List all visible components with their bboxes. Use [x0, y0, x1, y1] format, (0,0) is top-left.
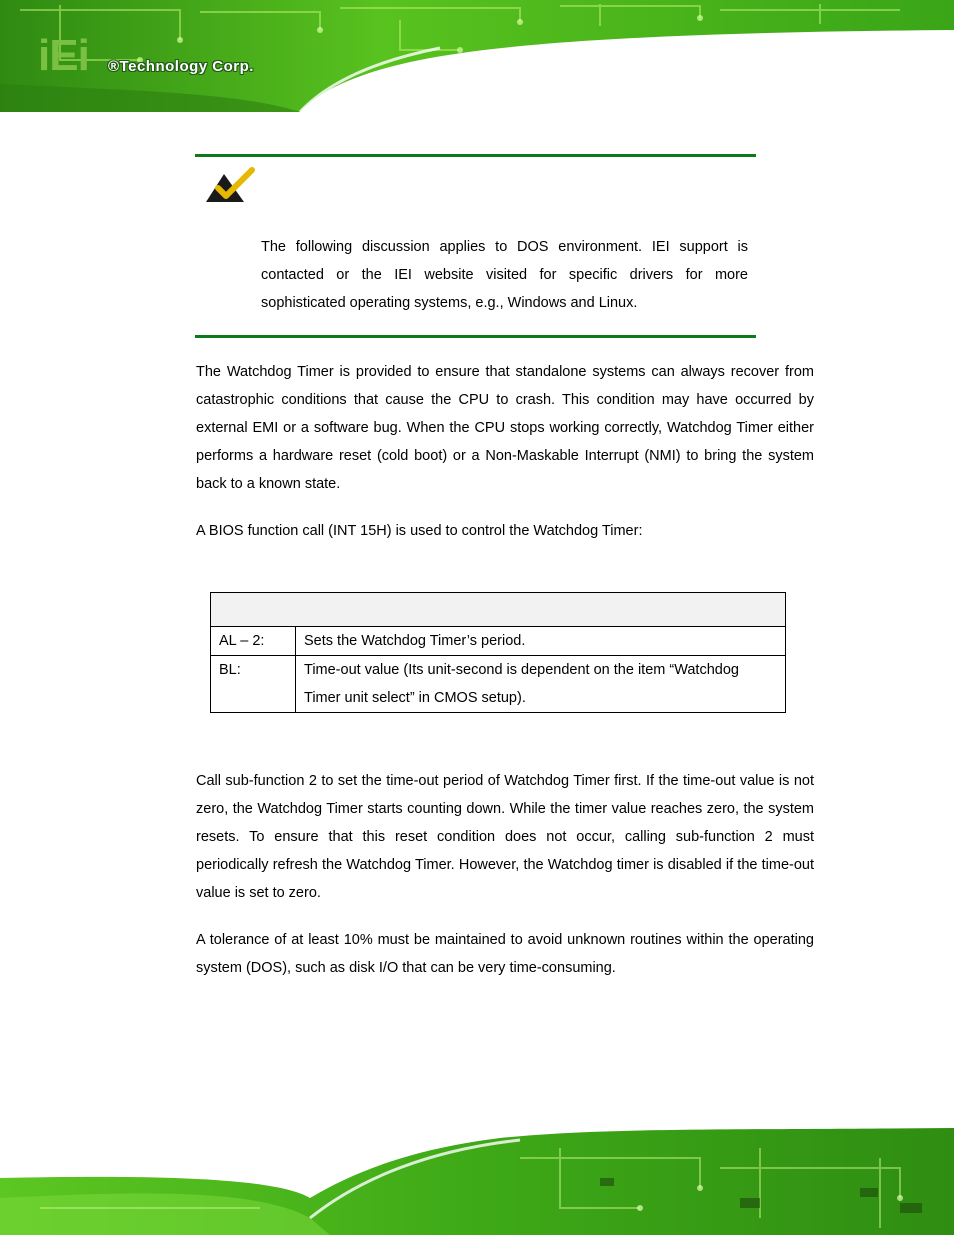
bios-call-paragraph: A BIOS function call (INT 15H) is used to control the Watchdog Timer: — [196, 523, 643, 539]
description-cell: Sets the Watchdog Timer’s period. — [296, 627, 786, 656]
logo-mark: iEi — [38, 31, 89, 80]
table-row — [211, 656, 786, 713]
register-cell: BL: — [211, 656, 296, 713]
table-header-row — [211, 593, 786, 627]
table-header-cell — [211, 593, 786, 627]
note-text: The following discussion applies to DOS environment. IEI support is contacted or the IEI website visited for specific drivers for more sophisticated operating systems, e.g., Windows and Linux. — [261, 239, 748, 311]
table-row — [211, 627, 786, 656]
watchdog-intro-paragraph: The Watchdog Timer is provided to ensure that standalone systems can always recover from catastrophic conditions that cause the CPU to crash. This condition may have occurred by external EMI or a software bug. When the CPU stops working correctly, Watchdog Timer either performs a hardware reset (cold boot) or a Non-Maskable Interrupt (NMI) to bring the system back to a known state. — [196, 364, 814, 492]
description-cell: Time-out value (Its unit-second is dependent on the item “Watchdog Timer unit select” in CMOS setup). — [296, 656, 786, 713]
note-bottom-rule — [195, 335, 756, 338]
iei-logo — [38, 30, 298, 82]
checkmark-note-icon — [204, 166, 256, 204]
logo-company-name: ®Technology Corp. — [108, 58, 254, 75]
footer-circuit-banner — [0, 1128, 954, 1235]
int15h-table — [210, 592, 786, 713]
register-cell: AL – 2: — [211, 627, 296, 656]
tolerance-paragraph: A tolerance of at least 10% must be maintained to avoid unknown routines within the operating system (DOS), such as disk I/O that can be very time-consuming. — [196, 932, 814, 976]
note-top-rule — [195, 154, 756, 157]
subfunction-paragraph: Call sub-function 2 to set the time-out period of Watchdog Timer first. If the time-out value is not zero, the Watchdog Timer starts counting down. While the timer value reaches zero, the system resets. To ensure that this reset condition does not occur, calling sub-function 2 must periodically refresh the Watchdog Timer. However, the Watchdog timer is disabled if the time-out value is set to zero. — [196, 773, 814, 901]
